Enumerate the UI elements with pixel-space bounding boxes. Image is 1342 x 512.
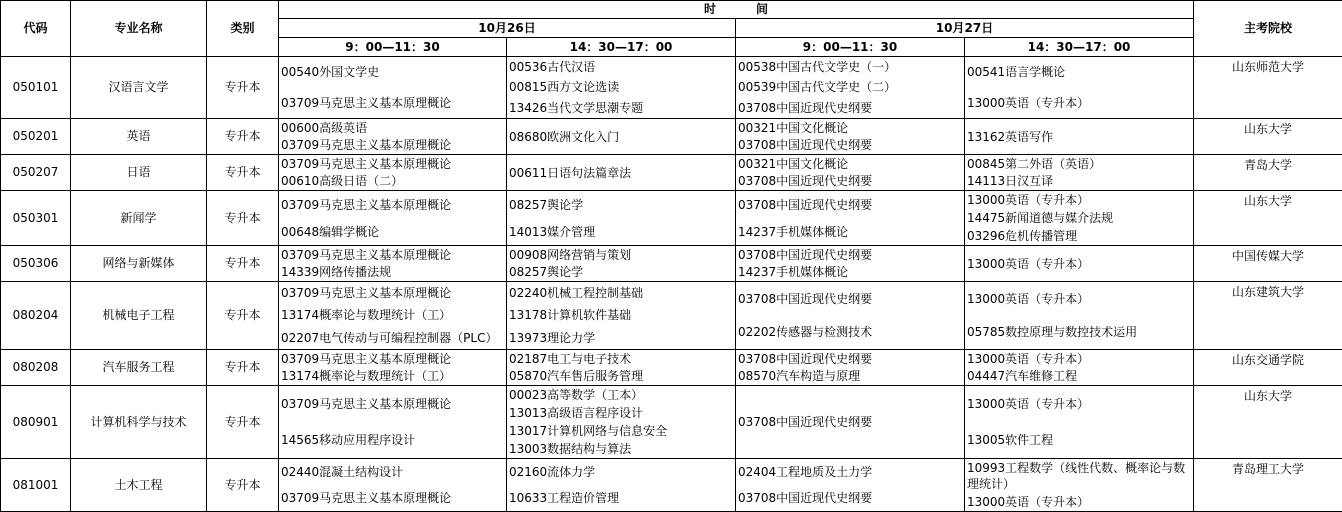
table-row bbox=[1, 246, 1342, 282]
exam-slot-cell bbox=[507, 191, 736, 246]
table-body bbox=[1, 57, 1342, 512]
course-list bbox=[965, 459, 1193, 511]
header-slot: 9：00—11：30 bbox=[279, 38, 507, 57]
header-slot: 14：30—17：00 bbox=[965, 38, 1194, 57]
course-list bbox=[736, 57, 964, 118]
course-item: 03709马克思主义基本原理概论 bbox=[281, 156, 506, 172]
course-item: 08257舆论学 bbox=[509, 264, 735, 280]
header-code: 代码 bbox=[1, 1, 71, 57]
header-time: 时间 bbox=[279, 1, 1194, 19]
exam-slot-cell bbox=[736, 350, 965, 386]
course-list bbox=[965, 155, 1193, 190]
course-item: 02404工程地质及土力学 bbox=[738, 464, 964, 480]
exam-slot-cell bbox=[507, 119, 736, 155]
course-item: 13000英语（专升本） bbox=[967, 256, 1193, 272]
table-row bbox=[1, 191, 1342, 246]
course-item: 08570汽车构造与原理 bbox=[738, 368, 964, 384]
course-list bbox=[507, 191, 735, 245]
major-category: 专升本 bbox=[207, 155, 279, 191]
course-list bbox=[965, 191, 1193, 245]
course-item: 03709马克思主义基本原理概论 bbox=[281, 285, 506, 301]
major-category: 专升本 bbox=[207, 350, 279, 386]
exam-school: 中国传媒大学 bbox=[1194, 246, 1342, 282]
course-list bbox=[736, 459, 964, 511]
course-list bbox=[507, 350, 735, 385]
course-list bbox=[507, 282, 735, 349]
course-item: 00541语言学概论 bbox=[967, 64, 1193, 80]
course-item: 02240机械工程控制基础 bbox=[509, 285, 735, 301]
exam-slot-cell bbox=[965, 386, 1194, 459]
course-item: 02207电气传动与可编程控制器（PLC） bbox=[281, 330, 506, 346]
major-name: 网络与新媒体 bbox=[71, 246, 207, 282]
table-row bbox=[1, 155, 1342, 191]
course-list bbox=[279, 119, 506, 154]
course-list bbox=[965, 386, 1193, 458]
course-item: 02440混凝土结构设计 bbox=[281, 464, 506, 480]
exam-slot-cell bbox=[507, 246, 736, 282]
course-item: 00536古代汉语 bbox=[509, 59, 735, 75]
exam-slot-cell bbox=[507, 459, 736, 512]
table-row bbox=[1, 57, 1342, 119]
major-category: 专升本 bbox=[207, 119, 279, 155]
course-item: 04447汽车维修工程 bbox=[967, 368, 1193, 384]
course-item: 00023高等数学（工本） bbox=[509, 387, 735, 403]
exam-slot-cell bbox=[507, 282, 736, 350]
course-item: 00845第二外语（英语） bbox=[967, 156, 1193, 172]
course-item: 00648编辑学概论 bbox=[281, 224, 506, 240]
course-item: 13013高级语言程序设计 bbox=[509, 405, 735, 421]
course-item: 03709马克思主义基本原理概论 bbox=[281, 396, 506, 412]
course-item: 13973理论力学 bbox=[509, 330, 735, 346]
major-category: 专升本 bbox=[207, 386, 279, 459]
course-item: 02160流体力学 bbox=[509, 464, 735, 480]
course-item: 13000英语（专升本） bbox=[967, 192, 1193, 208]
exam-slot-cell bbox=[736, 282, 965, 350]
major-code: 080204 bbox=[1, 282, 71, 350]
major-name: 机械电子工程 bbox=[71, 282, 207, 350]
major-name: 土木工程 bbox=[71, 459, 207, 512]
exam-slot-cell bbox=[965, 119, 1194, 155]
major-category: 专升本 bbox=[207, 459, 279, 512]
course-item: 14237手机媒体概论 bbox=[738, 264, 964, 280]
major-code: 050306 bbox=[1, 246, 71, 282]
header-school: 主考院校 bbox=[1194, 1, 1342, 57]
course-list bbox=[736, 350, 964, 385]
table-row bbox=[1, 386, 1342, 459]
major-name: 日语 bbox=[71, 155, 207, 191]
course-list bbox=[736, 119, 964, 154]
exam-school: 山东大学 bbox=[1194, 191, 1342, 246]
course-item: 13000英语（专升本） bbox=[967, 351, 1193, 367]
course-item: 05870汽车售后服务管理 bbox=[509, 368, 735, 384]
exam-school: 山东大学 bbox=[1194, 386, 1342, 459]
course-item: 03708中国近现代史纲要 bbox=[738, 351, 964, 367]
course-list bbox=[965, 246, 1193, 281]
course-list bbox=[279, 57, 506, 118]
course-item: 03708中国近现代史纲要 bbox=[738, 137, 964, 153]
major-name: 汽车服务工程 bbox=[71, 350, 207, 386]
course-item: 14339网络传播法规 bbox=[281, 264, 506, 280]
exam-slot-cell bbox=[507, 386, 736, 459]
course-list bbox=[279, 386, 506, 458]
exam-slot-cell bbox=[279, 282, 507, 350]
course-item: 00815西方文论选读 bbox=[509, 79, 735, 95]
course-item: 14237手机媒体概论 bbox=[738, 224, 964, 240]
course-item: 14475新闻道德与媒介法规 bbox=[967, 210, 1193, 226]
exam-school: 山东交通学院 bbox=[1194, 350, 1342, 386]
course-list bbox=[965, 282, 1193, 349]
exam-slot-cell bbox=[736, 246, 965, 282]
course-item: 00539中国古代文学史（二） bbox=[738, 79, 964, 95]
course-list bbox=[736, 282, 964, 349]
course-item: 13174概率论与数理统计（工） bbox=[281, 307, 506, 323]
exam-school: 山东建筑大学 bbox=[1194, 282, 1342, 350]
header-day-2: 10月27日 bbox=[736, 19, 1194, 38]
major-code: 050201 bbox=[1, 119, 71, 155]
major-category: 专升本 bbox=[207, 57, 279, 119]
course-list bbox=[507, 119, 735, 154]
major-code: 080901 bbox=[1, 386, 71, 459]
major-name: 计算机科学与技术 bbox=[71, 386, 207, 459]
course-list bbox=[736, 246, 964, 281]
header-day-1: 10月26日 bbox=[279, 19, 736, 38]
course-item: 13178计算机软件基础 bbox=[509, 307, 735, 323]
course-item: 03709马克思主义基本原理概论 bbox=[281, 247, 506, 263]
course-item: 03708中国近现代史纲要 bbox=[738, 414, 964, 430]
exam-slot-cell bbox=[279, 57, 507, 119]
course-item: 10993工程数学（线性代数、概率论与数理统计） bbox=[967, 460, 1193, 492]
exam-slot-cell bbox=[736, 386, 965, 459]
course-item: 14565移动应用程序设计 bbox=[281, 432, 506, 448]
course-item: 13000英语（专升本） bbox=[967, 95, 1193, 111]
exam-school: 青岛理工大学 bbox=[1194, 459, 1342, 512]
course-list bbox=[279, 246, 506, 281]
course-item: 03708中国近现代史纲要 bbox=[738, 247, 964, 263]
course-item: 13162英语写作 bbox=[967, 129, 1193, 145]
course-list bbox=[736, 386, 964, 458]
exam-slot-cell bbox=[736, 459, 965, 512]
course-list bbox=[965, 57, 1193, 118]
exam-school: 山东大学 bbox=[1194, 119, 1342, 155]
major-name: 英语 bbox=[71, 119, 207, 155]
table-row bbox=[1, 350, 1342, 386]
exam-slot-cell bbox=[965, 350, 1194, 386]
major-category: 专升本 bbox=[207, 246, 279, 282]
exam-slot-cell bbox=[736, 155, 965, 191]
course-item: 10633工程造价管理 bbox=[509, 490, 735, 506]
course-item: 13000英语（专升本） bbox=[967, 494, 1193, 510]
table-row bbox=[1, 282, 1342, 350]
course-item: 13000英语（专升本） bbox=[967, 291, 1193, 307]
exam-slot-cell bbox=[965, 459, 1194, 512]
course-item: 13003数据结构与算法 bbox=[509, 441, 735, 457]
exam-slot-cell bbox=[279, 386, 507, 459]
exam-slot-cell bbox=[965, 282, 1194, 350]
course-item: 03709马克思主义基本原理概论 bbox=[281, 95, 506, 111]
exam-slot-cell bbox=[279, 459, 507, 512]
course-item: 03709马克思主义基本原理概论 bbox=[281, 197, 506, 213]
course-list bbox=[507, 155, 735, 190]
course-list bbox=[279, 191, 506, 245]
course-item: 00611日语句法篇章法 bbox=[509, 165, 735, 181]
table-row bbox=[1, 459, 1342, 512]
header-slot: 9：00—11：30 bbox=[736, 38, 965, 57]
course-item: 08680欧洲文化入门 bbox=[509, 129, 735, 145]
course-item: 14013媒介管理 bbox=[509, 224, 735, 240]
course-item: 00321中国文化概论 bbox=[738, 120, 964, 136]
course-list bbox=[279, 155, 506, 190]
major-code: 050207 bbox=[1, 155, 71, 191]
exam-slot-cell bbox=[736, 191, 965, 246]
course-item: 00538中国古代文学史（一） bbox=[738, 59, 964, 75]
table-row bbox=[1, 119, 1342, 155]
course-item: 00610高级日语（二） bbox=[281, 173, 506, 189]
major-category: 专升本 bbox=[207, 191, 279, 246]
course-item: 13174概率论与数理统计（工） bbox=[281, 368, 506, 384]
course-list bbox=[736, 191, 964, 245]
course-item: 13426当代文学思潮专题 bbox=[509, 100, 735, 116]
course-item: 13017计算机网络与信息安全 bbox=[509, 423, 735, 439]
course-item: 03708中国近现代史纲要 bbox=[738, 100, 964, 116]
major-code: 080208 bbox=[1, 350, 71, 386]
exam-slot-cell bbox=[965, 57, 1194, 119]
course-list bbox=[507, 386, 735, 458]
exam-slot-cell bbox=[736, 119, 965, 155]
header-major: 专业名称 bbox=[71, 1, 207, 57]
header-slot: 14：30—17：00 bbox=[507, 38, 736, 57]
course-item: 03708中国近现代史纲要 bbox=[738, 490, 964, 506]
course-item: 05785数控原理与数控技术运用 bbox=[967, 324, 1193, 340]
exam-slot-cell bbox=[965, 246, 1194, 282]
course-list bbox=[507, 246, 735, 281]
course-item: 03296危机传播管理 bbox=[967, 228, 1193, 244]
course-list bbox=[279, 350, 506, 385]
course-item: 13000英语（专升本） bbox=[967, 396, 1193, 412]
course-item: 03709马克思主义基本原理概论 bbox=[281, 490, 506, 506]
exam-slot-cell bbox=[507, 155, 736, 191]
exam-slot-cell bbox=[507, 350, 736, 386]
course-list bbox=[279, 459, 506, 511]
exam-slot-cell bbox=[279, 246, 507, 282]
exam-slot-cell bbox=[279, 191, 507, 246]
course-item: 02187电工与电子技术 bbox=[509, 351, 735, 367]
exam-slot-cell bbox=[507, 57, 736, 119]
exam-slot-cell bbox=[279, 155, 507, 191]
course-item: 13005软件工程 bbox=[967, 432, 1193, 448]
major-category: 专升本 bbox=[207, 282, 279, 350]
major-code: 050301 bbox=[1, 191, 71, 246]
course-item: 03709马克思主义基本原理概论 bbox=[281, 351, 506, 367]
exam-school: 山东师范大学 bbox=[1194, 57, 1342, 119]
course-list bbox=[507, 57, 735, 118]
course-item: 03708中国近现代史纲要 bbox=[738, 173, 964, 189]
exam-slot-cell bbox=[965, 191, 1194, 246]
course-item: 00600高级英语 bbox=[281, 120, 506, 136]
course-list bbox=[279, 282, 506, 349]
major-code: 050101 bbox=[1, 57, 71, 119]
exam-slot-cell bbox=[279, 350, 507, 386]
course-list bbox=[736, 155, 964, 190]
course-item: 00908网络营销与策划 bbox=[509, 247, 735, 263]
course-item: 02202传感器与检测技术 bbox=[738, 324, 964, 340]
course-item: 03708中国近现代史纲要 bbox=[738, 197, 964, 213]
table-header bbox=[1, 1, 1342, 57]
exam-school: 青岛大学 bbox=[1194, 155, 1342, 191]
course-item: 14113日汉互译 bbox=[967, 173, 1193, 189]
major-name: 新闻学 bbox=[71, 191, 207, 246]
course-item: 03708中国近现代史纲要 bbox=[738, 291, 964, 307]
course-item: 00540外国文学史 bbox=[281, 64, 506, 80]
exam-slot-cell bbox=[965, 155, 1194, 191]
course-item: 03709马克思主义基本原理概论 bbox=[281, 137, 506, 153]
exam-slot-cell bbox=[279, 119, 507, 155]
header-category: 类别 bbox=[207, 1, 279, 57]
course-list bbox=[965, 119, 1193, 154]
course-item: 00321中国文化概论 bbox=[738, 156, 964, 172]
course-item: 08257舆论学 bbox=[509, 197, 735, 213]
course-list bbox=[507, 459, 735, 511]
major-code: 081001 bbox=[1, 459, 71, 512]
major-name: 汉语言文学 bbox=[71, 57, 207, 119]
exam-slot-cell bbox=[736, 57, 965, 119]
course-list bbox=[965, 350, 1193, 385]
